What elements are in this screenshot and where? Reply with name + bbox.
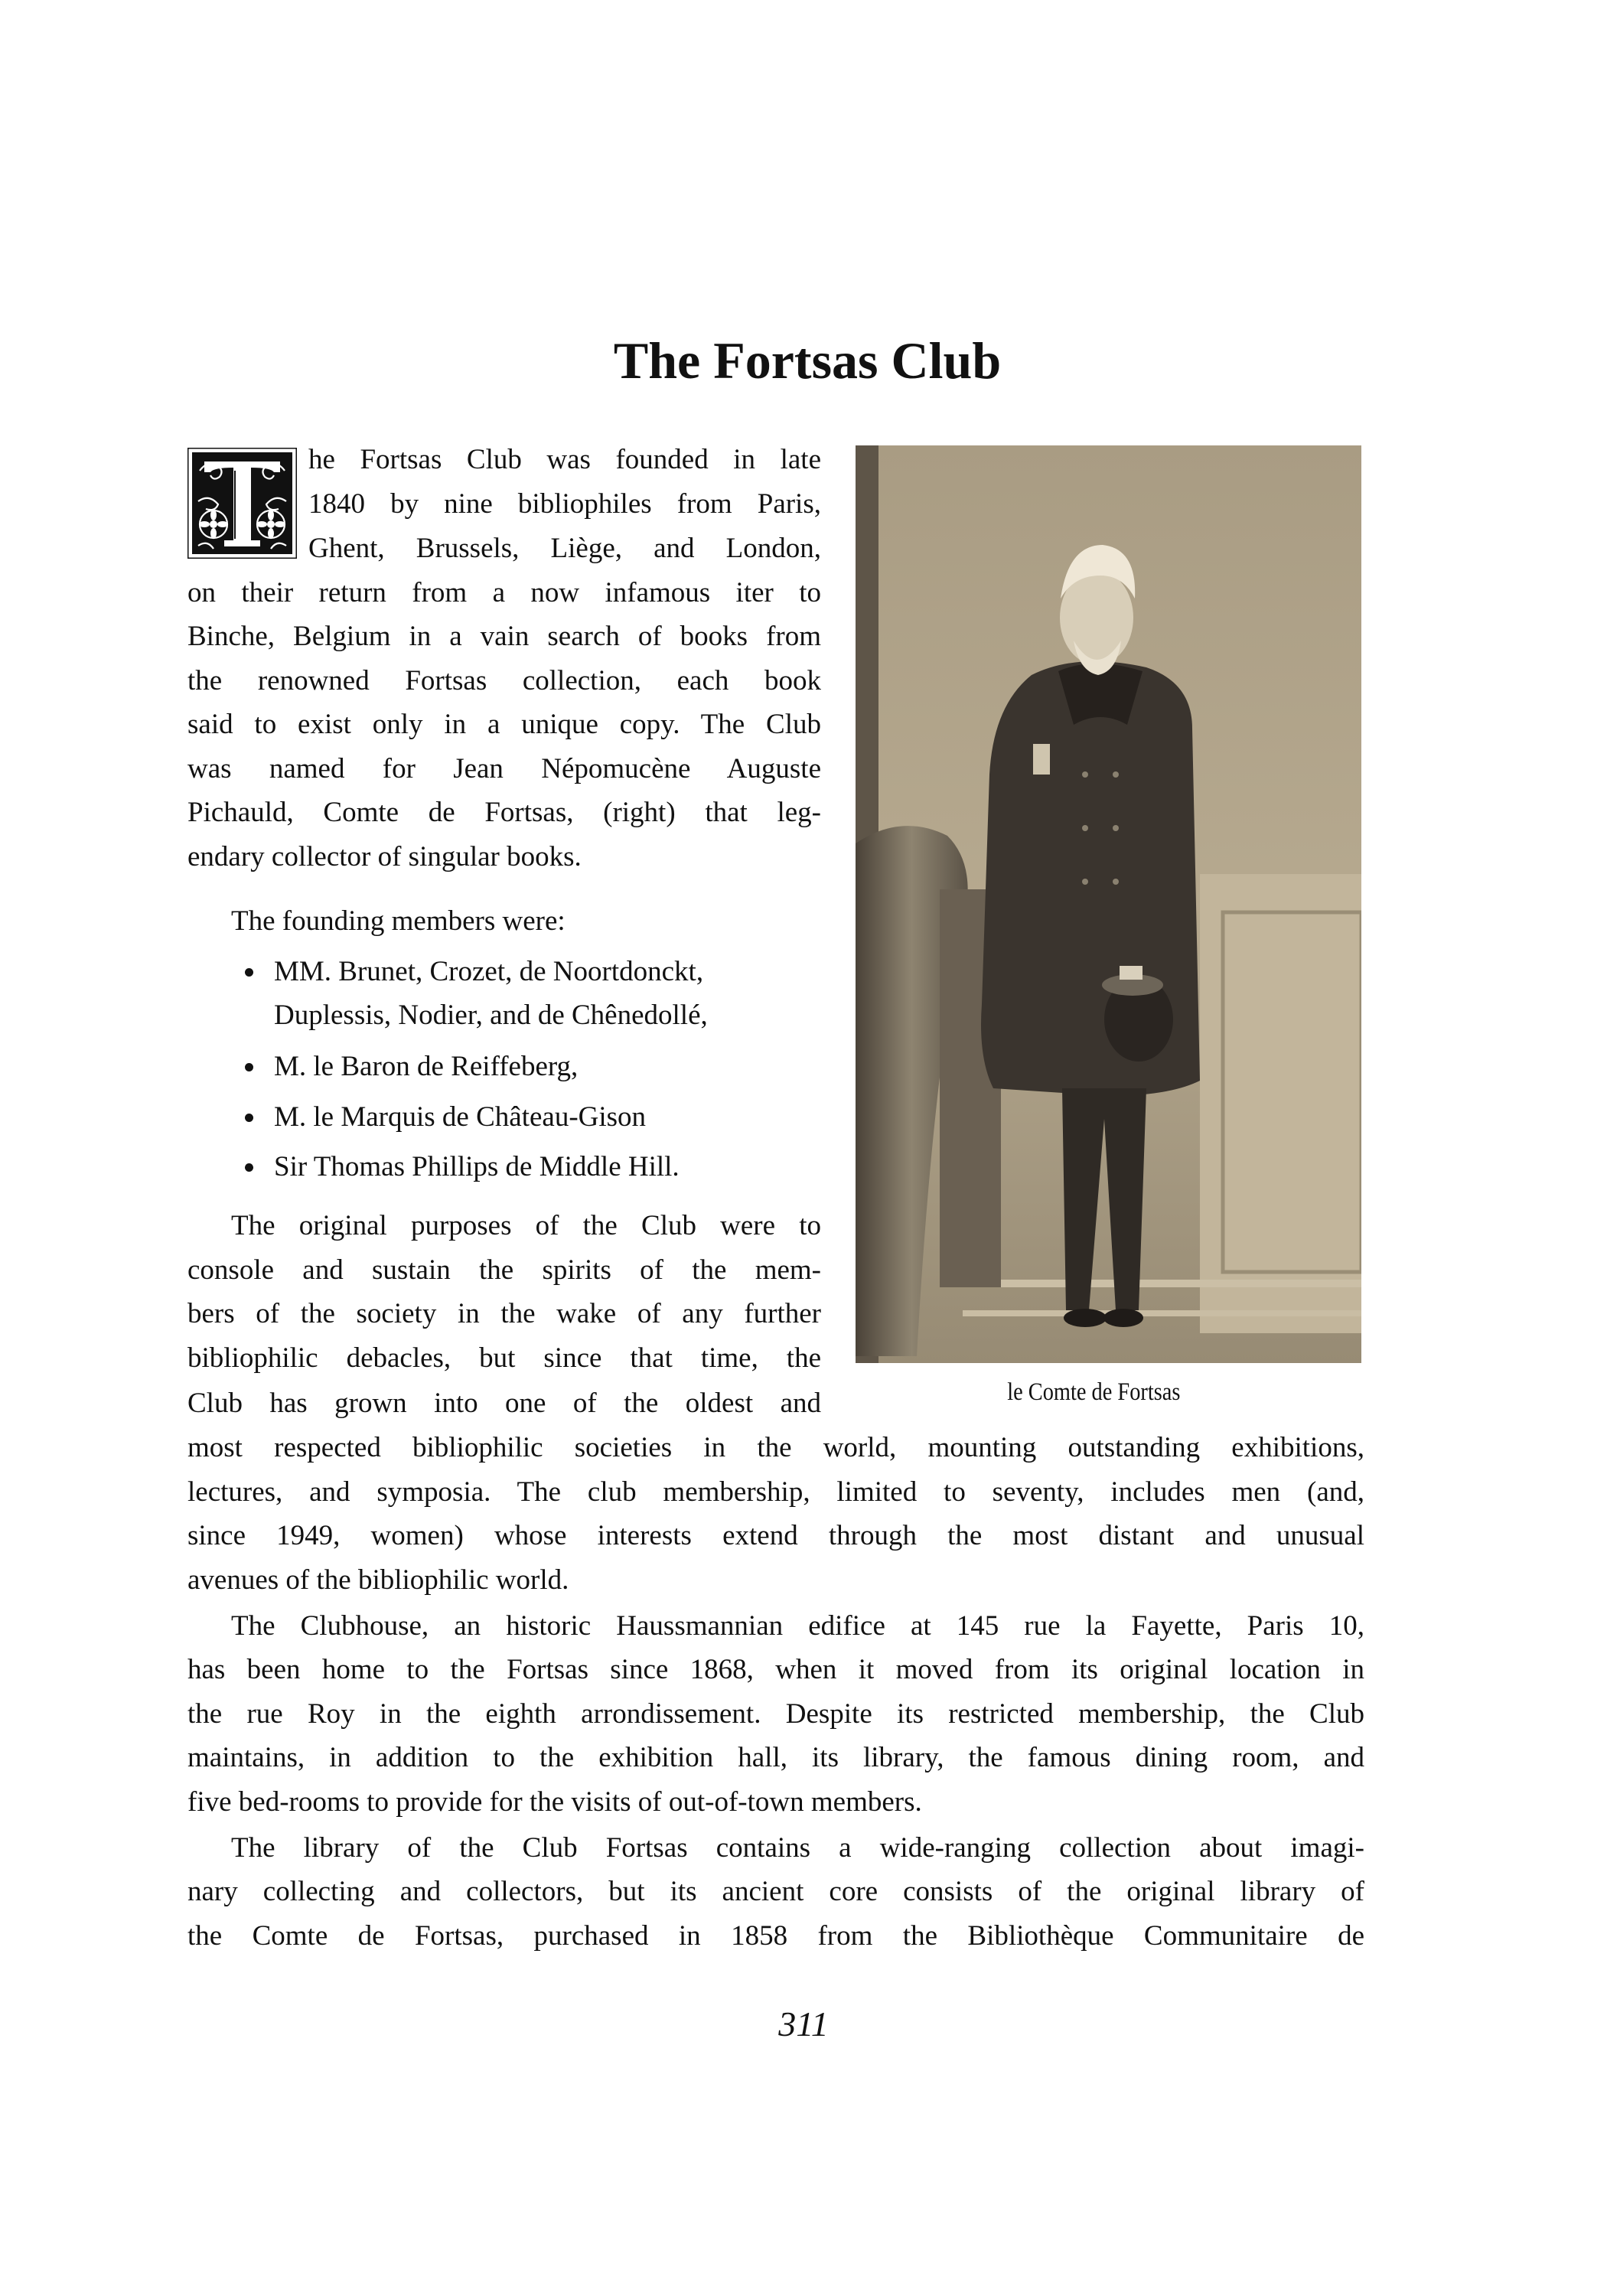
text-line: 1840 by nine bibliophiles from Paris, (308, 488, 821, 520)
text-line: five bed-rooms to provide for the visits of out-of-town members. (187, 1786, 922, 1818)
list-item-continuation: Duplessis, Nodier, and de Chênedollé, (274, 1000, 708, 1031)
text-line: endary collector of singular books. (187, 841, 582, 872)
text-line: The Clubhouse, an historic Haussmannian edifice at 145 rue la Fayette, Paris 10, (231, 1610, 1364, 1642)
text-line: since 1949, women) whose interests extend through the most distant and unusual (187, 1520, 1364, 1551)
text-line: nary collecting and collectors, but its ancient core consists of the original library of (187, 1876, 1364, 1907)
bullet-icon (245, 1114, 253, 1122)
bullet-icon (245, 968, 253, 977)
list-item: MM. Brunet, Crozet, de Noortdonckt, (274, 956, 704, 987)
text-line: most respected bibliophilic societies in the world, mounting outstanding exhibitions, (187, 1432, 1364, 1463)
text-line: Ghent, Brussels, Liège, and London, (308, 533, 821, 564)
text-line: lectures, and symposia. The club membership, limited to seventy, includes men (and, (187, 1476, 1364, 1508)
text-line: The original purposes of the Club were to (231, 1210, 821, 1241)
text-line: the rue Roy in the eighth arrondissement. Despite its restricted membership, the Club (187, 1698, 1364, 1730)
text-line: The library of the Club Fortsas contains a wide-ranging collection about imagi- (231, 1832, 1364, 1864)
text-line: avenues of the bibliophilic world. (187, 1564, 569, 1596)
list-item: M. le Marquis de Château-Gison (274, 1101, 647, 1133)
members-intro: The founding members were: (231, 905, 566, 937)
text-line: maintains, in addition to the exhibition hall, its library, the famous dining room, and (187, 1742, 1364, 1773)
text-line: Club has grown into one of the oldest and (187, 1388, 821, 1419)
portrait-photo (856, 445, 1361, 1363)
text-line: the renowned Fortsas collection, each book (187, 665, 821, 696)
text-line: bers of the society in the wake of any further (187, 1298, 821, 1329)
text-line: Binche, Belgium in a vain search of books from (187, 621, 821, 652)
text-line: said to exist only in a unique copy. The Club (187, 709, 821, 740)
page-title-text: The Fortsas Club (613, 331, 1002, 390)
page-title (0, 330, 1607, 391)
text-line: console and sustain the spirits of the mem- (187, 1254, 821, 1286)
text-line: on their return from a now infamous iter to (187, 577, 821, 608)
text-line: Pichauld, Comte de Fortsas, (right) that leg- (187, 797, 821, 828)
text-line: was named for Jean Népomucène Auguste (187, 753, 821, 784)
drop-cap-t-ornament-icon (187, 448, 297, 559)
text-line: has been home to the Fortsas since 1868, when it moved from its original location in (187, 1654, 1364, 1685)
list-item: M. le Baron de Reiffeberg, (274, 1051, 579, 1082)
text-line: the Comte de Fortsas, purchased in 1858 from the Bibliothèque Communitaire de (187, 1920, 1364, 1952)
text-line: he Fortsas Club was founded in late (308, 444, 821, 475)
bullet-icon (245, 1063, 253, 1071)
photo-caption: le Comte de Fortsas (1007, 1378, 1181, 1406)
page-number: 311 (778, 2004, 829, 2043)
bullet-icon (245, 1163, 253, 1172)
list-item: Sir Thomas Phillips de Middle Hill. (274, 1151, 680, 1182)
text-line: bibliophilic debacles, but since that time, the (187, 1342, 821, 1374)
